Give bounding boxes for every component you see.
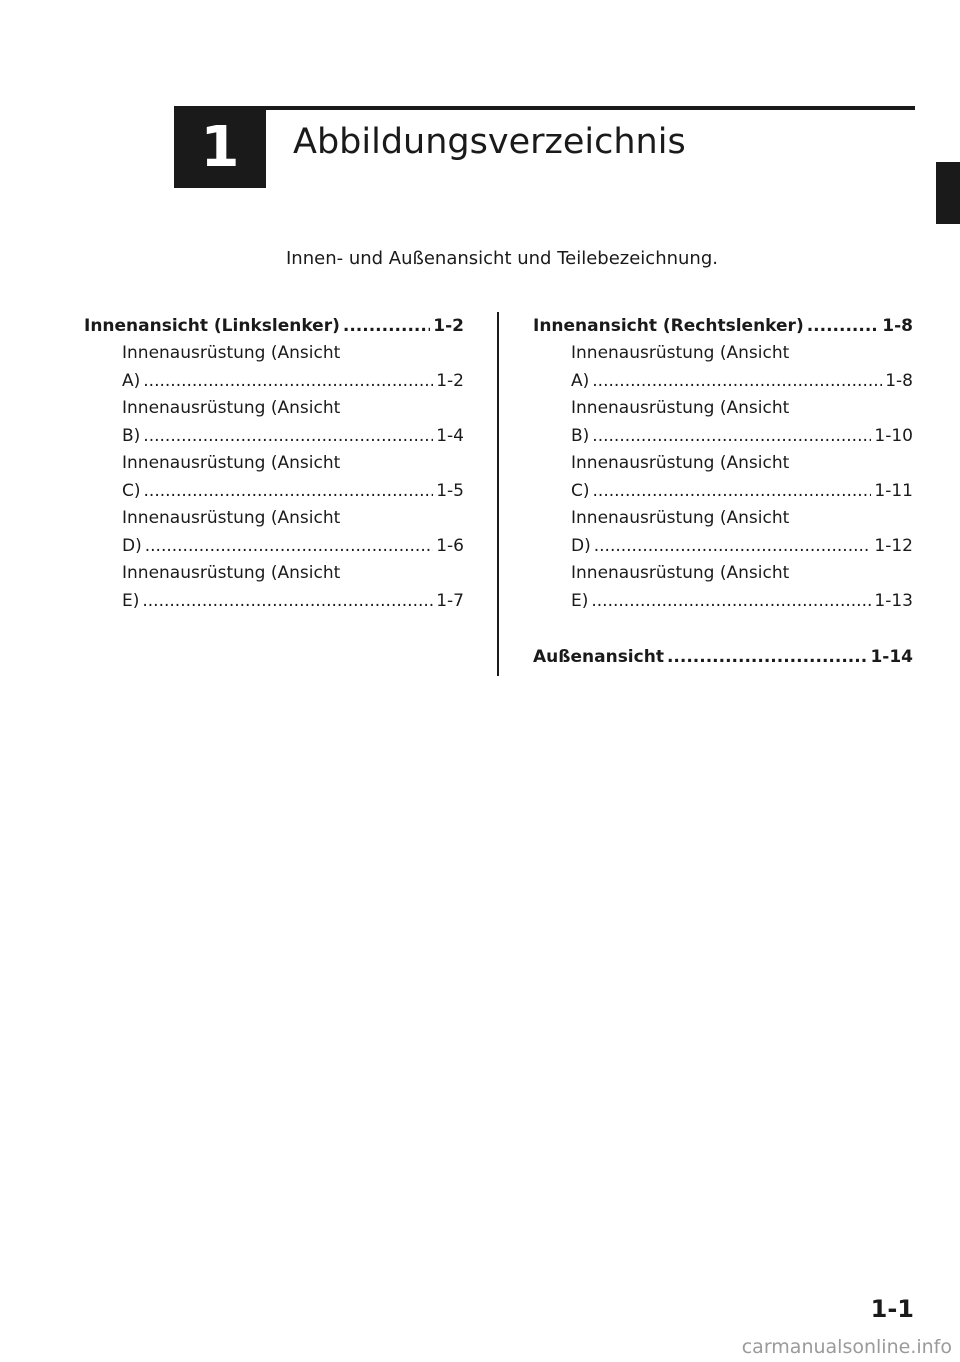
toc-entry-line2: E): [122, 591, 140, 611]
toc-page-ref: 1-8: [885, 371, 913, 391]
toc-entry-line1: Innenausrüstung (Ansicht: [571, 453, 790, 473]
toc-heading-lhd[interactable]: [84, 312, 464, 340]
toc-page-ref: 1-12: [874, 536, 913, 556]
toc-page-ref: 1-13: [874, 591, 913, 611]
column-divider: [497, 312, 499, 676]
toc-right-column: [533, 312, 913, 671]
toc-entry[interactable]: [84, 505, 464, 560]
toc-page-ref: 1-8: [882, 316, 913, 336]
chapter-top-rule: [174, 106, 915, 110]
chapter-title: Abbildungsverzeichnis: [293, 122, 686, 162]
toc-leader-dots: [593, 477, 872, 505]
toc-entry-line1: Innenausrüstung (Ansicht: [122, 343, 341, 363]
toc-leader-dots: [807, 312, 880, 340]
watermark: carmanualsonline.info: [741, 1336, 952, 1358]
toc-leader-dots: [591, 587, 871, 615]
toc-entry[interactable]: [533, 505, 913, 560]
toc-entry[interactable]: [84, 340, 464, 395]
toc-entry[interactable]: [84, 560, 464, 615]
toc-page-ref: 1-4: [436, 426, 464, 446]
toc-entry-line2: A): [122, 371, 141, 391]
toc-entry[interactable]: [533, 395, 913, 450]
toc-entry-line2: B): [122, 426, 141, 446]
toc-leader-dots: [143, 422, 433, 450]
toc-page-ref: 1-11: [874, 481, 913, 501]
toc-entry-line1: Innenausrüstung (Ansicht: [122, 398, 341, 418]
toc-entry-line2: C): [122, 481, 141, 501]
toc-entry-line1: Innenausrüstung (Ansicht: [571, 343, 790, 363]
toc-leader-dots: [142, 587, 433, 615]
toc-entry-line1: Innenausrüstung (Ansicht: [571, 398, 790, 418]
toc-page-ref: 1-2: [436, 371, 464, 391]
toc-leader-dots: [144, 477, 434, 505]
toc-entry-line2: E): [571, 591, 589, 611]
chapter-number-box: 1: [174, 106, 266, 188]
chapter-side-tab: [936, 162, 960, 224]
toc-leader-dots: [592, 367, 882, 395]
toc-spacer: [533, 615, 913, 643]
toc-page-ref: 1-5: [436, 481, 464, 501]
toc-heading-label: Außenansicht: [533, 647, 664, 667]
toc-leader-dots: [343, 312, 430, 340]
toc-entry-line1: Innenausrüstung (Ansicht: [122, 563, 341, 583]
toc-entry-line2: A): [571, 371, 590, 391]
toc-entry-line1: Innenausrüstung (Ansicht: [571, 563, 790, 583]
toc-entry-line2: C): [571, 481, 590, 501]
toc-entry-line1: Innenausrüstung (Ansicht: [571, 508, 790, 528]
toc-entry-line2: B): [571, 426, 590, 446]
toc-heading-rhd[interactable]: [533, 312, 913, 340]
toc-entry-line2: D): [122, 536, 142, 556]
toc-entry[interactable]: [533, 340, 913, 395]
toc-heading-exterior[interactable]: [533, 643, 913, 671]
toc-entry-line2: D): [571, 536, 591, 556]
toc-entry-line1: Innenausrüstung (Ansicht: [122, 508, 341, 528]
toc-page-ref: 1-10: [874, 426, 913, 446]
toc-entry[interactable]: [84, 395, 464, 450]
toc-left-column: [84, 312, 464, 615]
toc-leader-dots: [594, 532, 872, 560]
page-number: 1-1: [870, 1295, 914, 1323]
toc-entry[interactable]: [533, 450, 913, 505]
toc-page-ref: 1-6: [436, 536, 464, 556]
toc-page-ref: 1-14: [870, 647, 913, 667]
toc-entry[interactable]: [533, 560, 913, 615]
toc-leader-dots: [143, 367, 433, 395]
toc-leader-dots: [667, 643, 868, 671]
toc-entry-line1: Innenausrüstung (Ansicht: [122, 453, 341, 473]
toc-page-ref: 1-2: [433, 316, 464, 336]
toc-heading-label: Innenansicht (Rechtslenker): [533, 316, 804, 336]
toc-leader-dots: [592, 422, 871, 450]
toc-entry[interactable]: [84, 450, 464, 505]
toc-leader-dots: [145, 532, 433, 560]
toc-heading-label: Innenansicht (Linkslenker): [84, 316, 340, 336]
chapter-subtitle: Innen- und Außenansicht und Teilebezeichnung.: [286, 248, 718, 269]
toc-page-ref: 1-7: [436, 591, 464, 611]
